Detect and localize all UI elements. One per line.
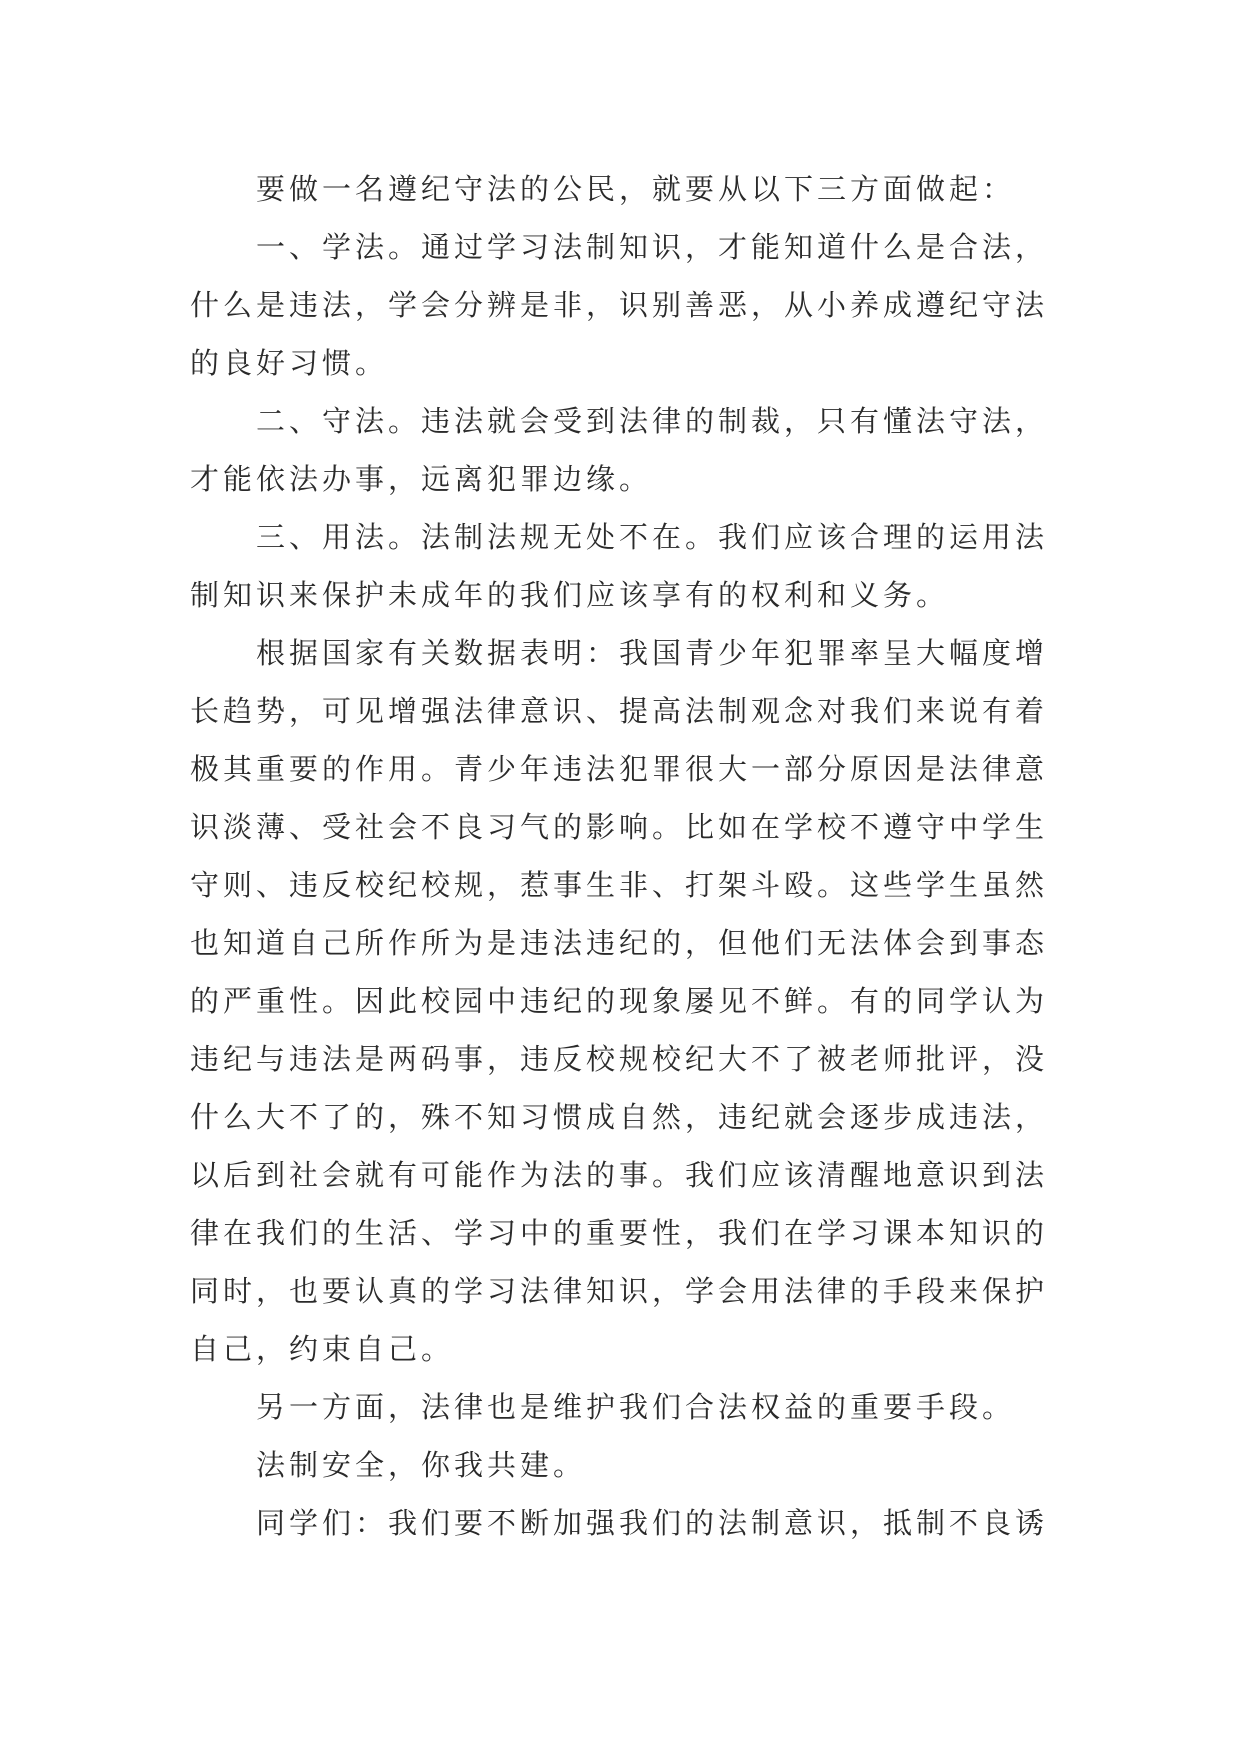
paragraph-intro: 要做一名遵纪守法的公民，就要从以下三方面做起： <box>256 172 1016 206</box>
paragraph-obey-law: 二、守法。违法就会受到法律的制裁，只有懂法守法，才能依法办事，远离犯罪边缘。 <box>190 404 1049 496</box>
paragraph-learn-law: 一、学法。通过学习法制知识，才能知道什么是合法，什么是违法，学会分辨是非，识别善恶，从小养成遵纪守法的良好习惯。 <box>190 230 1049 380</box>
paragraph-appeal: 同学们：我们要不断加强我们的法制意识，抵制不良诱 <box>256 1506 1049 1540</box>
document-body <box>190 160 1070 1552</box>
paragraph-statistics: 根据国家有关数据表明：我国青少年犯罪率呈大幅度增长趋势，可见增强法律意识、提高法制观念对我们来说有着极其重要的作用。青少年违法犯罪很大一部分原因是法律意识淡薄、受社会不良习气的影响。比如在学校不遵守中学生守则、违反校纪校规，惹事生非、打架斗殴。这些学生虽然也知道自己所作所为是违法违纪的，但他们无法体会到事态的严重性。因此校园中违纪的现象屡见不鲜。有的同学认为违纪与违法是两码事，违反校规校纪大不了被老师批评，没什么大不了的，殊不知习惯成自然，违纪就会逐步成违法，以后到社会就有可能作为法的事。我们应该清醒地意识到法律在我们的生活、学习中的重要性，我们在学习课本知识的同时，也要认真的学习法律知识，学会用法律的手段来保护自己，约束自己。 <box>190 636 1049 1366</box>
paragraph-rights: 另一方面，法律也是维护我们合法权益的重要手段。 <box>256 1390 1016 1424</box>
paragraph-slogan: 法制安全，你我共建。 <box>256 1448 587 1482</box>
paragraph-use-law: 三、用法。法制法规无处不在。我们应该合理的运用法制知识来保护未成年的我们应该享有的权利和义务。 <box>190 520 1049 612</box>
